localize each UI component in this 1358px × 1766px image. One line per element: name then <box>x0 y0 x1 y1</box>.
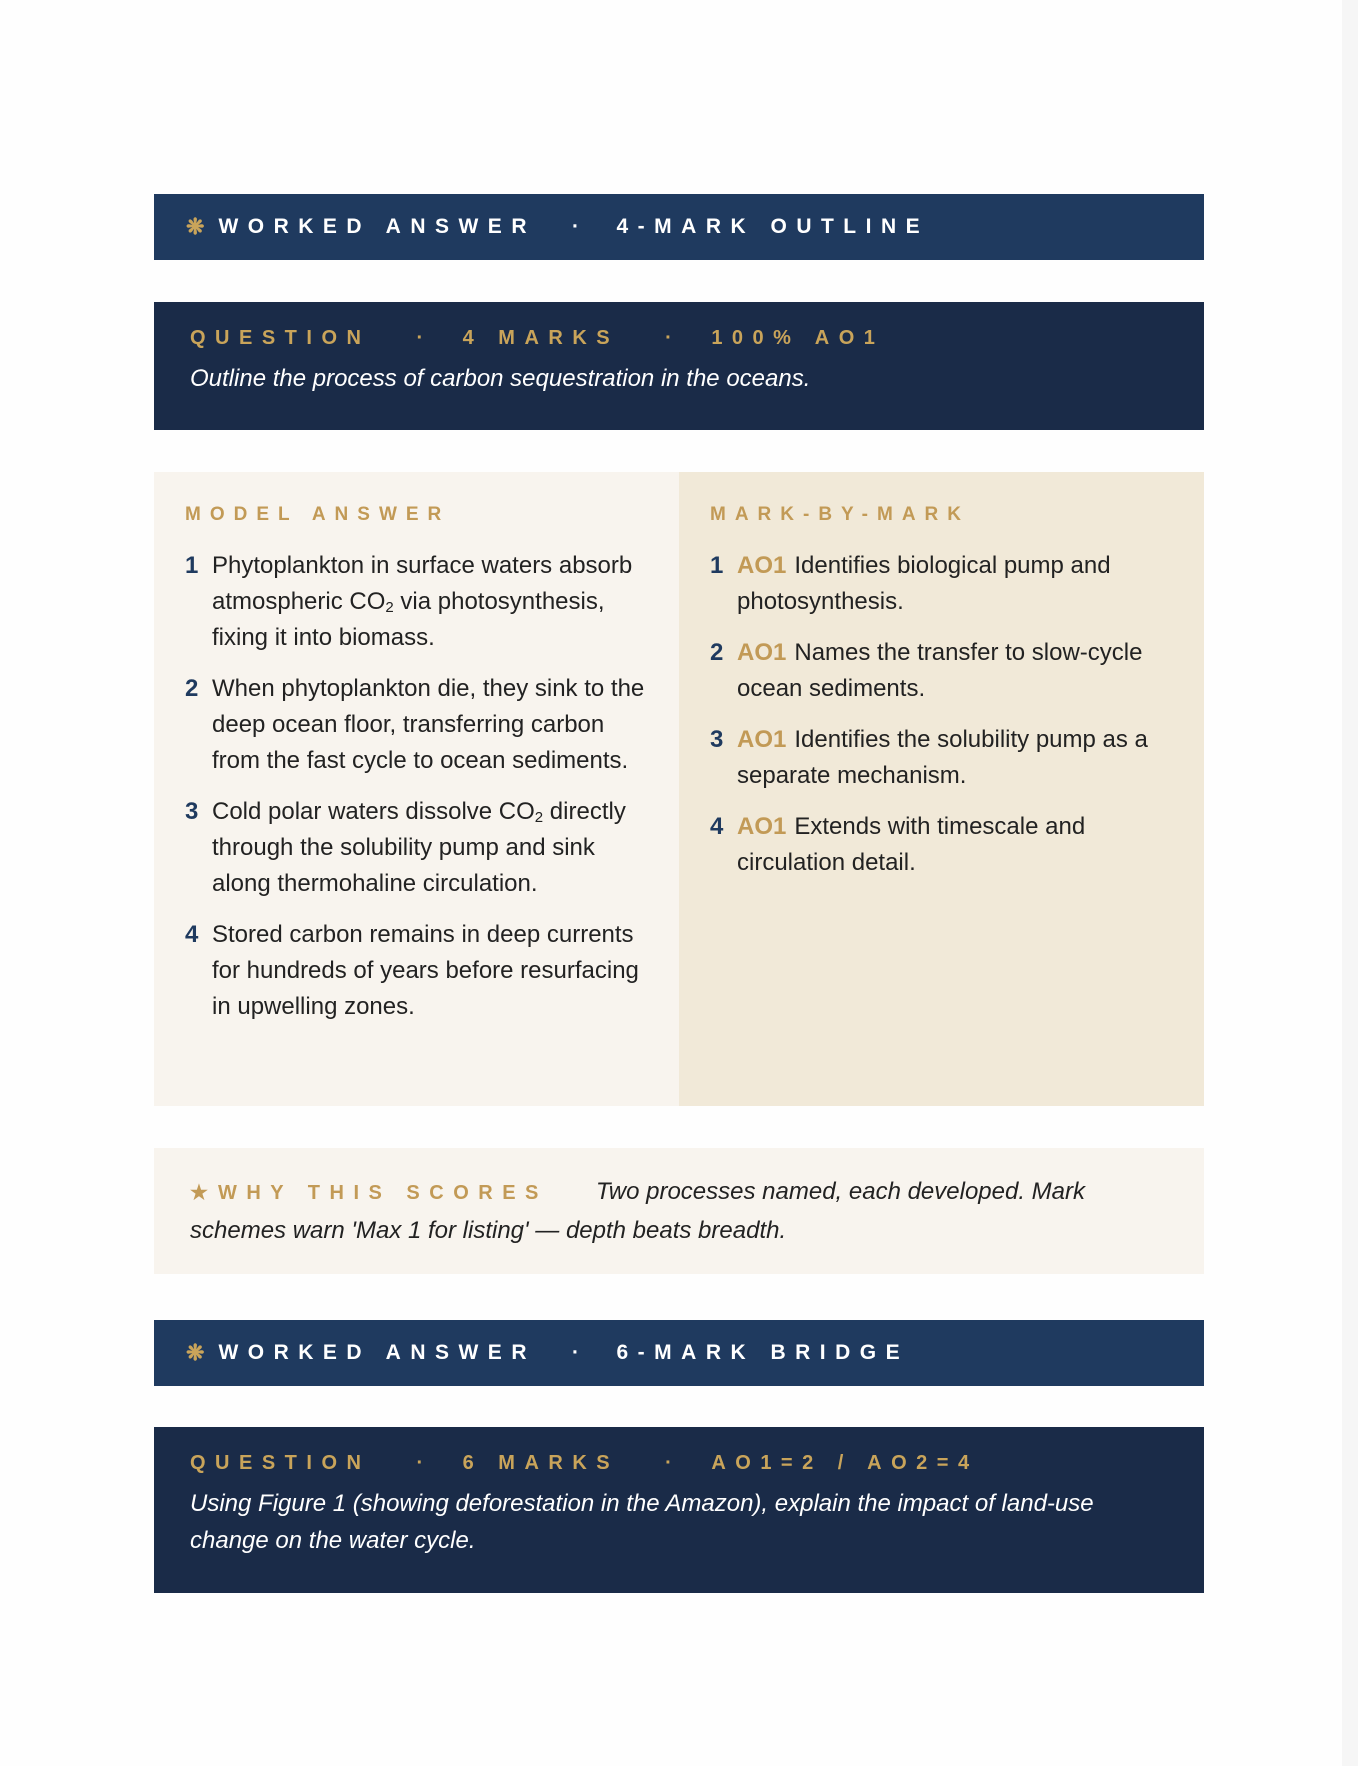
banner-separator: · <box>571 215 589 238</box>
meta-separator: · <box>665 1452 682 1474</box>
item-text: AO1 Names the transfer to slow-cycle ocean sediments. <box>737 639 1143 702</box>
mark-by-mark-panel <box>679 472 1204 1106</box>
item-number: 2 <box>710 639 724 666</box>
list-item <box>710 635 1176 707</box>
item-number: 1 <box>710 552 724 579</box>
question-box-1 <box>154 302 1204 430</box>
ao-tag: AO1 <box>737 813 787 840</box>
question-label: QUESTION <box>190 327 371 349</box>
question-label: QUESTION <box>190 1452 371 1474</box>
banner-type: 4-MARK OUTLINE <box>616 215 930 238</box>
meta-separator: · <box>416 327 433 349</box>
question-meta <box>190 1449 1168 1477</box>
model-answer-heading: MODEL ANSWER <box>185 504 451 525</box>
mark-by-mark-heading: MARK-BY-MARK <box>710 504 970 525</box>
banner-label: WORKED ANSWER <box>218 215 536 238</box>
snowflake-asterisk-icon: ❋ <box>186 214 205 239</box>
ao-tag: AO1 <box>737 639 787 666</box>
item-number: 4 <box>710 813 724 840</box>
model-answer-list <box>185 548 651 1025</box>
banner-separator: · <box>571 1341 589 1364</box>
item-text: AO1 Identifies the solubility pump as a separate mechanism. <box>737 726 1148 789</box>
question-box-2 <box>154 1427 1204 1593</box>
ao-tag: AO1 <box>737 726 787 753</box>
question-ao: AO1=2 / AO2=4 <box>711 1452 979 1474</box>
question-ao: 100% AO1 <box>711 327 885 349</box>
banner-label: WORKED ANSWER <box>218 1341 536 1364</box>
item-text: Stored carbon remains in deep currents for hundreds of years before resurfacing in upwelling zones. <box>212 921 639 1020</box>
list-item <box>185 794 651 902</box>
model-answer-panel <box>154 472 679 1106</box>
page-edge-strip <box>1342 0 1358 1766</box>
snowflake-asterisk-icon: ❋ <box>186 1340 205 1365</box>
item-number: 3 <box>185 798 199 825</box>
item-text: Phytoplankton in surface waters absorb atmospheric $CO_2$ via photosynthesis, fixing it into biomass. <box>212 552 633 651</box>
item-text: When phytoplankton die, they sink to the deep ocean floor, transferring carbon from the fast cycle to ocean sediments. <box>212 675 645 774</box>
item-text: AO1 Extends with timescale and circulation detail. <box>737 813 1086 876</box>
answer-columns <box>154 472 1204 1106</box>
question-marks: 6 MARKS <box>462 1452 620 1474</box>
list-item <box>185 917 651 1025</box>
list-item <box>710 809 1176 881</box>
why-this-scores-box <box>154 1148 1204 1274</box>
mark-by-mark-list <box>710 548 1176 881</box>
item-number: 1 <box>185 552 199 579</box>
item-number: 2 <box>185 675 199 702</box>
question-marks: 4 MARKS <box>462 327 620 349</box>
list-item <box>185 548 651 656</box>
question-meta <box>190 324 1168 352</box>
item-number: 3 <box>710 726 724 753</box>
meta-separator: · <box>416 1452 433 1474</box>
question-text: Using Figure 1 (showing deforestation in the Amazon), explain the impact of land-use change on the water cycle. <box>190 1490 1094 1554</box>
meta-separator: · <box>665 327 682 349</box>
list-item <box>185 671 651 779</box>
why-heading: ★ WHY THIS SCORES <box>190 1182 548 1204</box>
list-item <box>710 722 1176 794</box>
item-text: Cold polar waters dissolve $CO_2$ directly through the solubility pump and sink along thermohaline circulation. <box>212 798 626 897</box>
banner-type: 6-MARK BRIDGE <box>616 1341 910 1364</box>
worked-answer-banner-2 <box>154 1320 1204 1386</box>
star-icon: ★ <box>190 1182 208 1204</box>
item-number: 4 <box>185 921 199 948</box>
ao-tag: AO1 <box>737 552 787 579</box>
question-text: Outline the process of carbon sequestration in the oceans. <box>190 365 811 392</box>
list-item <box>710 548 1176 620</box>
worked-answer-banner-1 <box>154 194 1204 260</box>
item-text: AO1 Identifies biological pump and photosynthesis. <box>737 552 1111 615</box>
why-text: Two processes named, each developed. Mark schemes warn 'Max 1 for listing' — depth beats breadth. <box>190 1178 1086 1244</box>
